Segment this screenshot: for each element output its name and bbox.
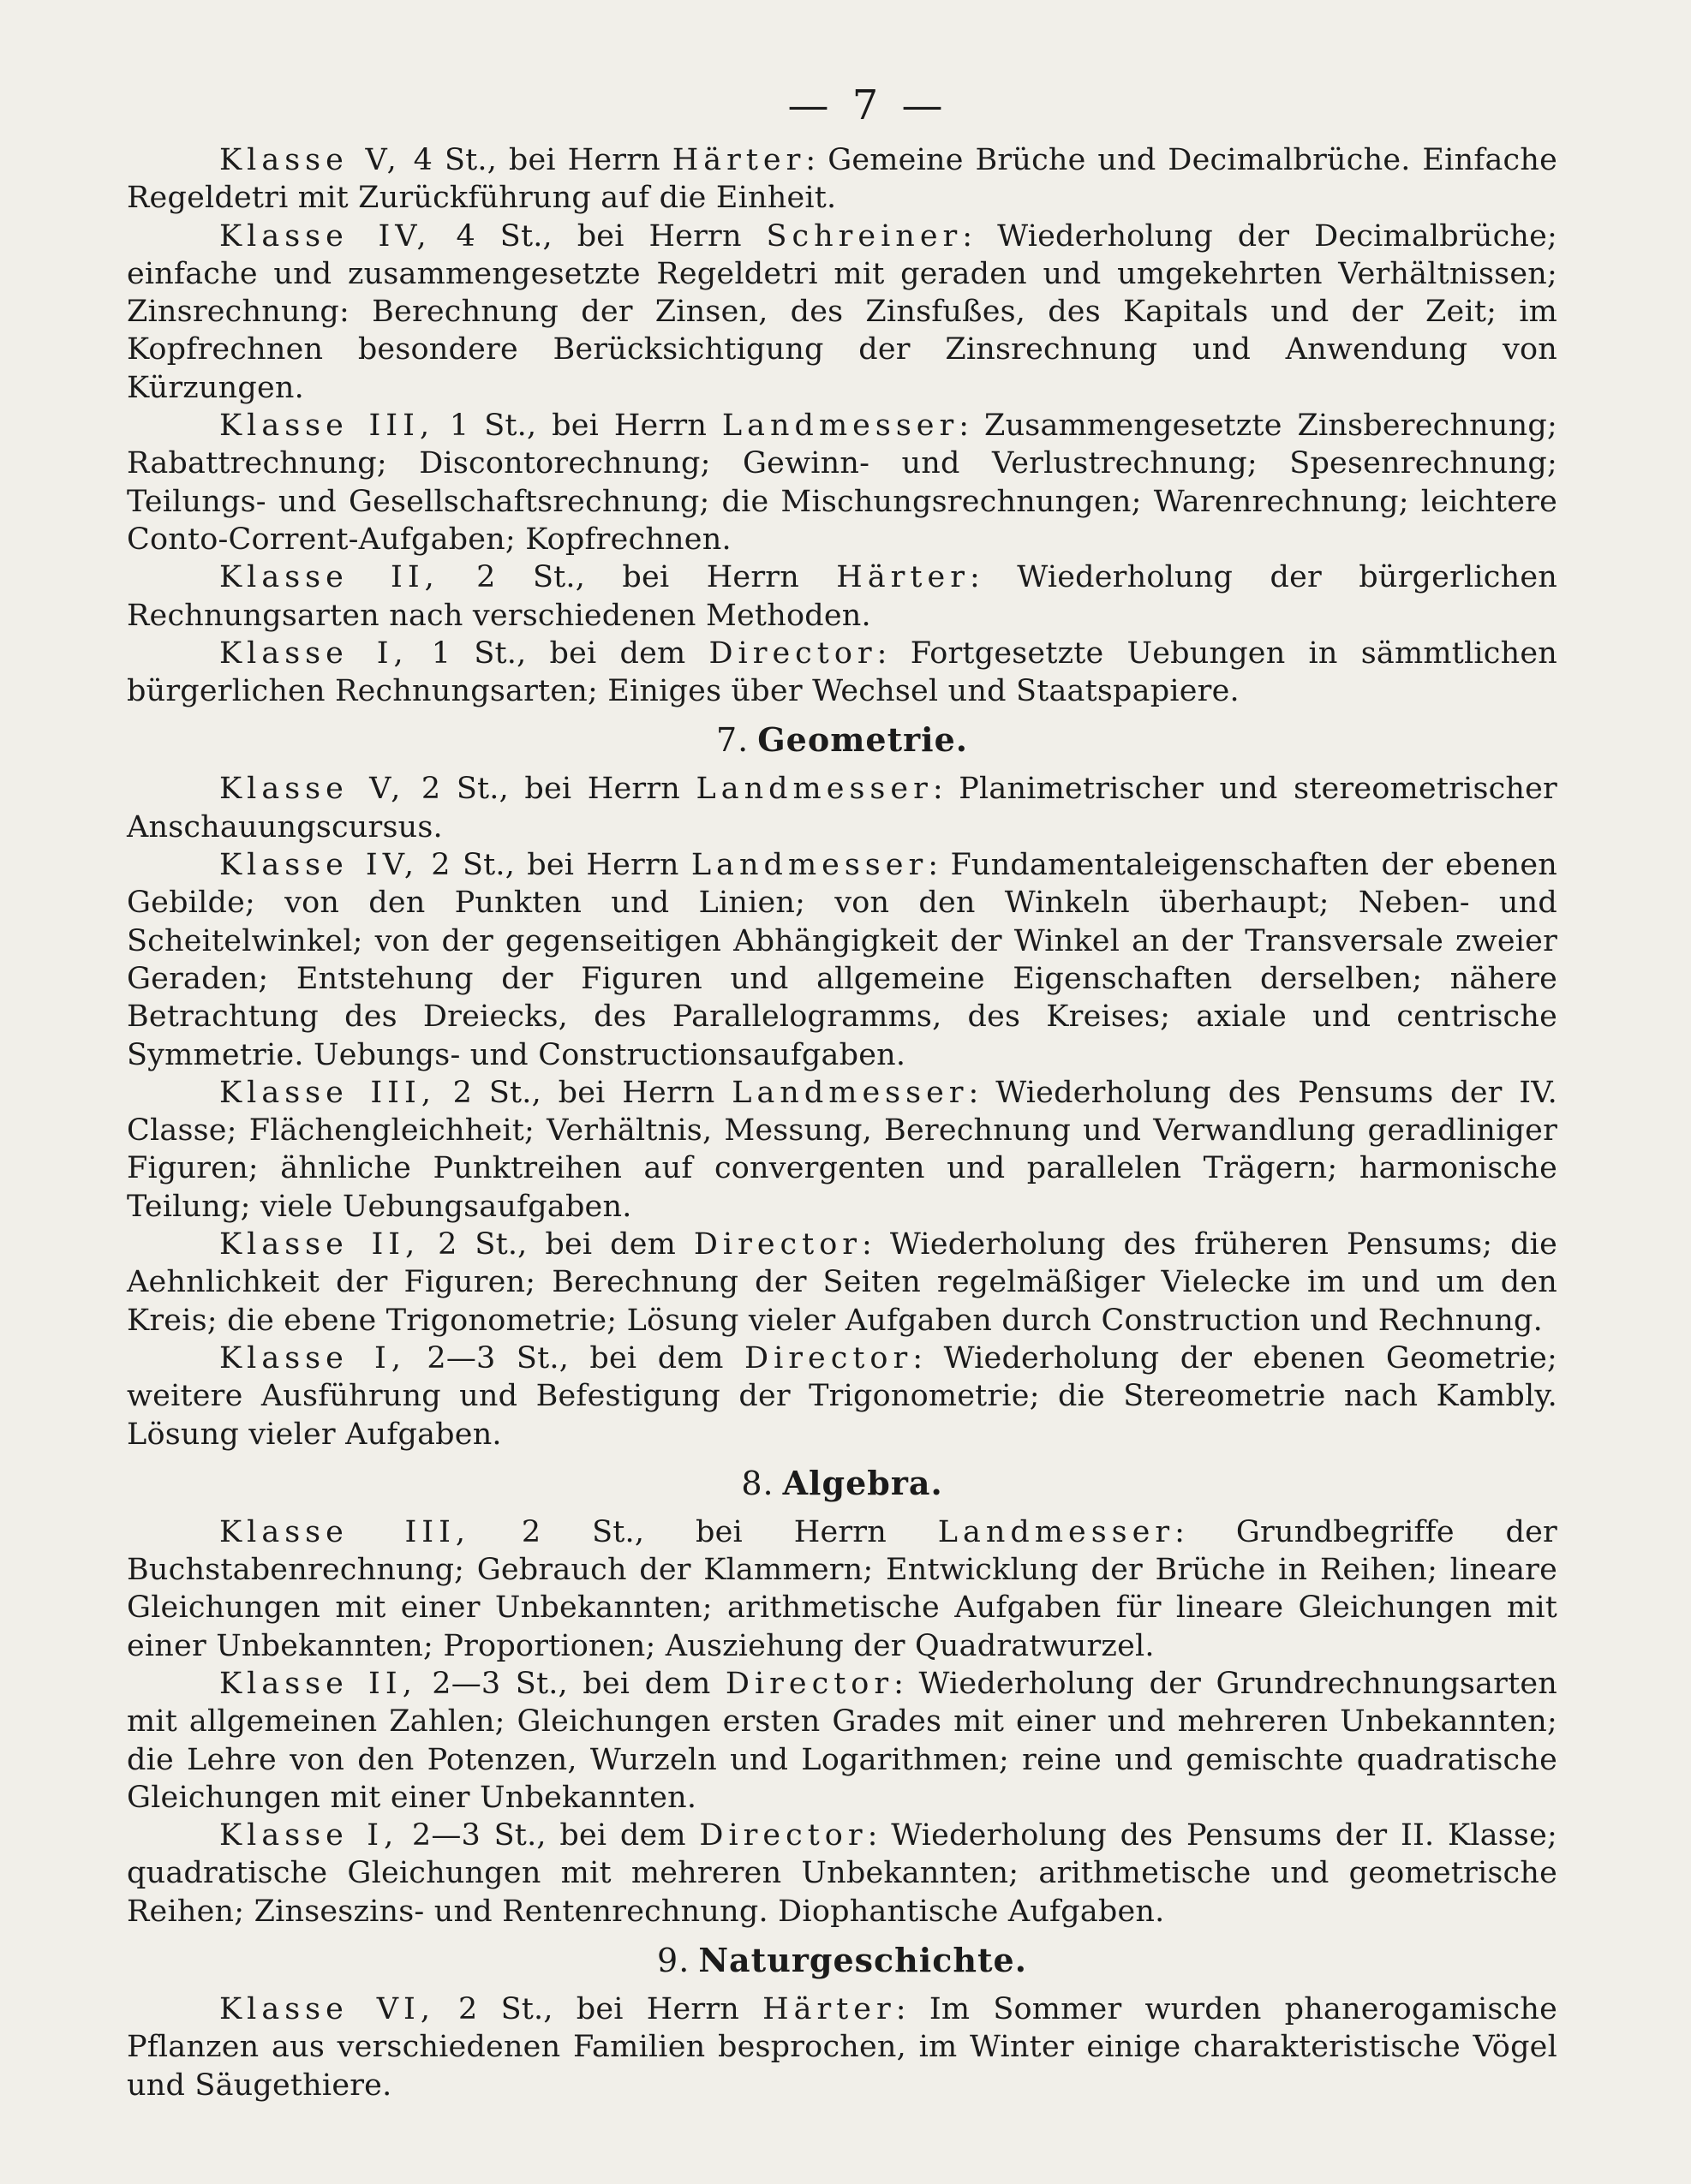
class-label: Klasse V, [219,143,402,177]
section-number: 8. [741,1464,774,1502]
curriculum-text: : Wiederholung der bürgerlichen Rechnungsarten nach verschiedenen Methoden. [127,560,1557,633]
teacher-name: Landmesser [690,848,929,883]
curriculum-text: : Planimetrischer und stereometrischer Anschauungscursus. [127,772,1557,844]
curriculum-text: : Wiederholung der ebenen Geometrie; weitere Ausführung und Befestigung der Trigonometrie; die Stereometrie nach Kambly. Lösung vieler Aufgaben. [127,1340,1557,1452]
hours-text: 2 St., bei Herrn [405,772,696,807]
class-paragraph [127,1340,1557,1453]
curriculum-text: : Fortgesetzte Uebungen in sämmtlichen bürgerlichen Rechnungsarten; Einiges über Wechsel und Staatspapiere. [127,636,1558,709]
teacher-name: Schreiner [766,218,963,254]
section-heading [127,715,1557,765]
section-title: Naturgeschichte. [698,1941,1027,1980]
hours-text: 2—3 St., bei dem [416,1666,726,1701]
hours-text: 4 St., bei Herrn [431,218,767,254]
hours-text: 1 St., bei dem [408,636,709,671]
curriculum-text: : Wiederholung der Grundrechnungsarten mit allgemeinen Zahlen; Gleichungen ersten Grades mit einer und mehreren Unbekannten; die Lehre von den Potenzen, Wurzeln und Logarithmen; reine und gemischte quadratische Gleichungen mit einer Unbekannten. [127,1666,1557,1815]
hours-text: 2 St., bei Herrn [419,848,691,883]
teacher-name: Landmesser [721,409,959,444]
teacher-name: Landmesser [937,1514,1175,1549]
class-paragraph [127,1990,1557,2104]
curriculum-text: : Gemeine Brüche und Decimalbrüche. Einfache Regeldetri mit Zurückführung auf die Einheit. [127,143,1557,216]
class-paragraph [127,635,1557,711]
class-paragraph [127,558,1557,635]
class-label: Klasse V, [219,772,406,807]
class-label: Klasse II, [219,1227,421,1262]
teacher-name: Director [699,1818,868,1853]
class-paragraph [127,218,1557,407]
class-label: Klasse IV, [219,848,419,883]
class-label: Klasse VI, [219,1992,435,2027]
class-paragraph [127,1074,1557,1226]
teacher-name: Härter [762,1992,896,2027]
curriculum-text: : Fundamentaleigenschaften der ebenen Gebilde; von den Punkten und Linien; von den Winkeln überhaupt; Neben- und Scheitelwinkel; von der gegenseitigen Abhängigkeit der Winkel an der Transversale zweier Geraden; Entstehung der Figuren und allgemeine Eigenschaften derselben; nähere Betrachtung des Dreiecks, des Parallelogramms, des Kreises; axiale und centrische Symmetrie. Uebungs- und Constructionsaufgaben. [127,848,1558,1072]
document-body [127,141,1557,2104]
hours-text: 4 St., bei Herrn [401,143,672,177]
curriculum-text: : Wiederholung des Pensums der IV. Classe; Flächengleichheit; Verhältnis, Messung, Berechnung und Verwandlung geradliniger Figuren; ähnliche Punktreihen auf convergenten und parallelen Trägern; harmonische Teilung; viele Uebungsaufgaben. [127,1075,1557,1224]
hours-text: 2 St., bei Herrn [439,560,837,595]
section-title: Algebra. [782,1463,943,1502]
curriculum-text: : Im Sommer wurden phanerogamische Pflanzen aus verschiedenen Familien besprochen, im Winter einige charakteristische Vögel und Säugethiere. [127,1992,1557,2103]
class-paragraph [127,141,1557,218]
curriculum-text: : Wiederholung des Pensums der II. Klasse; quadratische Gleichungen mit mehreren Unbekannten; arithmetische und geometrische Reihen; Zinseszins- und Rentenrechnung. Diophantische Aufgaben. [127,1818,1557,1929]
class-paragraph [127,1513,1557,1665]
hours-text: 1 St., bei Herrn [434,409,722,444]
section-heading [127,1459,1557,1508]
class-paragraph [127,407,1557,558]
class-label: Klasse IV, [219,218,432,254]
hours-text: 2 St., bei Herrn [470,1514,938,1549]
class-label: Klasse III, [219,1075,436,1110]
curriculum-text: : Wiederholung der Decimalbrüche; einfache und zusammengesetzte Regeldetri mit geraden und umgekehrten Verhältnissen; Zinsrechnung: Berechnung der Zinsen, des Zinsfußes, des Kapitals und der Zeit; im Kopfrechnen besondere Berücksichtigung der Zinsrechnung und Anwendung von Kürzungen. [127,218,1558,405]
teacher-name: Landmesser [696,772,933,807]
curriculum-text: : Zusammengesetzte Zinsberechnung; Rabattrechnung; Discontorechnung; Gewinn- und Verlustrechnung; Spesenrechnung; Teilungs- und Gesellschaftsrechnung; die Mischungsrechnungen; Warenrechnung; leichtere Conto-Corrent-Aufgaben; Kopfrechnen. [127,409,1558,557]
teacher-name: Director [708,636,877,671]
curriculum-text: : Grundbegriffe der Buchstabenrechnung; Gebrauch der Klammern; Entwicklung der Brüche in Reihen; lineare Gleichungen mit einer Unbekannten; arithmetische Aufgaben für lineare Gleichungen mit einer Unbekannten; Proportionen; Ausziehung der Quadratwurzel. [127,1514,1557,1663]
section-title: Geometrie. [757,720,969,760]
hours-text: 2 St., bei dem [420,1227,694,1262]
class-label: Klasse I, [219,1818,399,1853]
page-number: — 7 — [787,81,948,129]
class-paragraph [127,1817,1557,1930]
teacher-name: Landmesser [732,1075,969,1110]
class-label: Klasse I, [219,636,409,671]
class-label: Klasse III, [219,1514,471,1549]
class-paragraph [127,1226,1557,1340]
class-paragraph [127,846,1557,1074]
section-heading [127,1936,1557,1985]
teacher-name: Director [744,1340,913,1375]
curriculum-text: : Wiederholung des früheren Pensums; die Aehnlichkeit der Figuren; Berechnung der Seiten regelmäßiger Vielecke im und um den Kreis; die ebene Trigonometrie; Lösung vieler Aufgaben durch Construction und Rechnung. [127,1227,1557,1338]
hours-text: 2 St., bei Herrn [434,1992,763,2027]
section-number: 7. [715,721,750,760]
hours-text: 2 St., bei Herrn [435,1075,732,1110]
class-paragraph [127,1665,1557,1817]
class-label: Klasse II, [219,1666,417,1701]
document-page [127,81,1557,2104]
section-number: 9. [657,1942,690,1980]
class-label: Klasse I, [219,1340,406,1375]
hours-text: 2—3 St., bei dem [406,1340,745,1375]
teacher-name: Härter [836,560,970,595]
class-label: Klasse II, [219,560,439,595]
class-paragraph [127,770,1557,846]
teacher-name: Härter [672,143,806,177]
class-label: Klasse III, [219,409,435,444]
teacher-name: Director [725,1666,894,1701]
hours-text: 2—3 St., bei dem [398,1818,700,1853]
teacher-name: Director [693,1227,863,1262]
